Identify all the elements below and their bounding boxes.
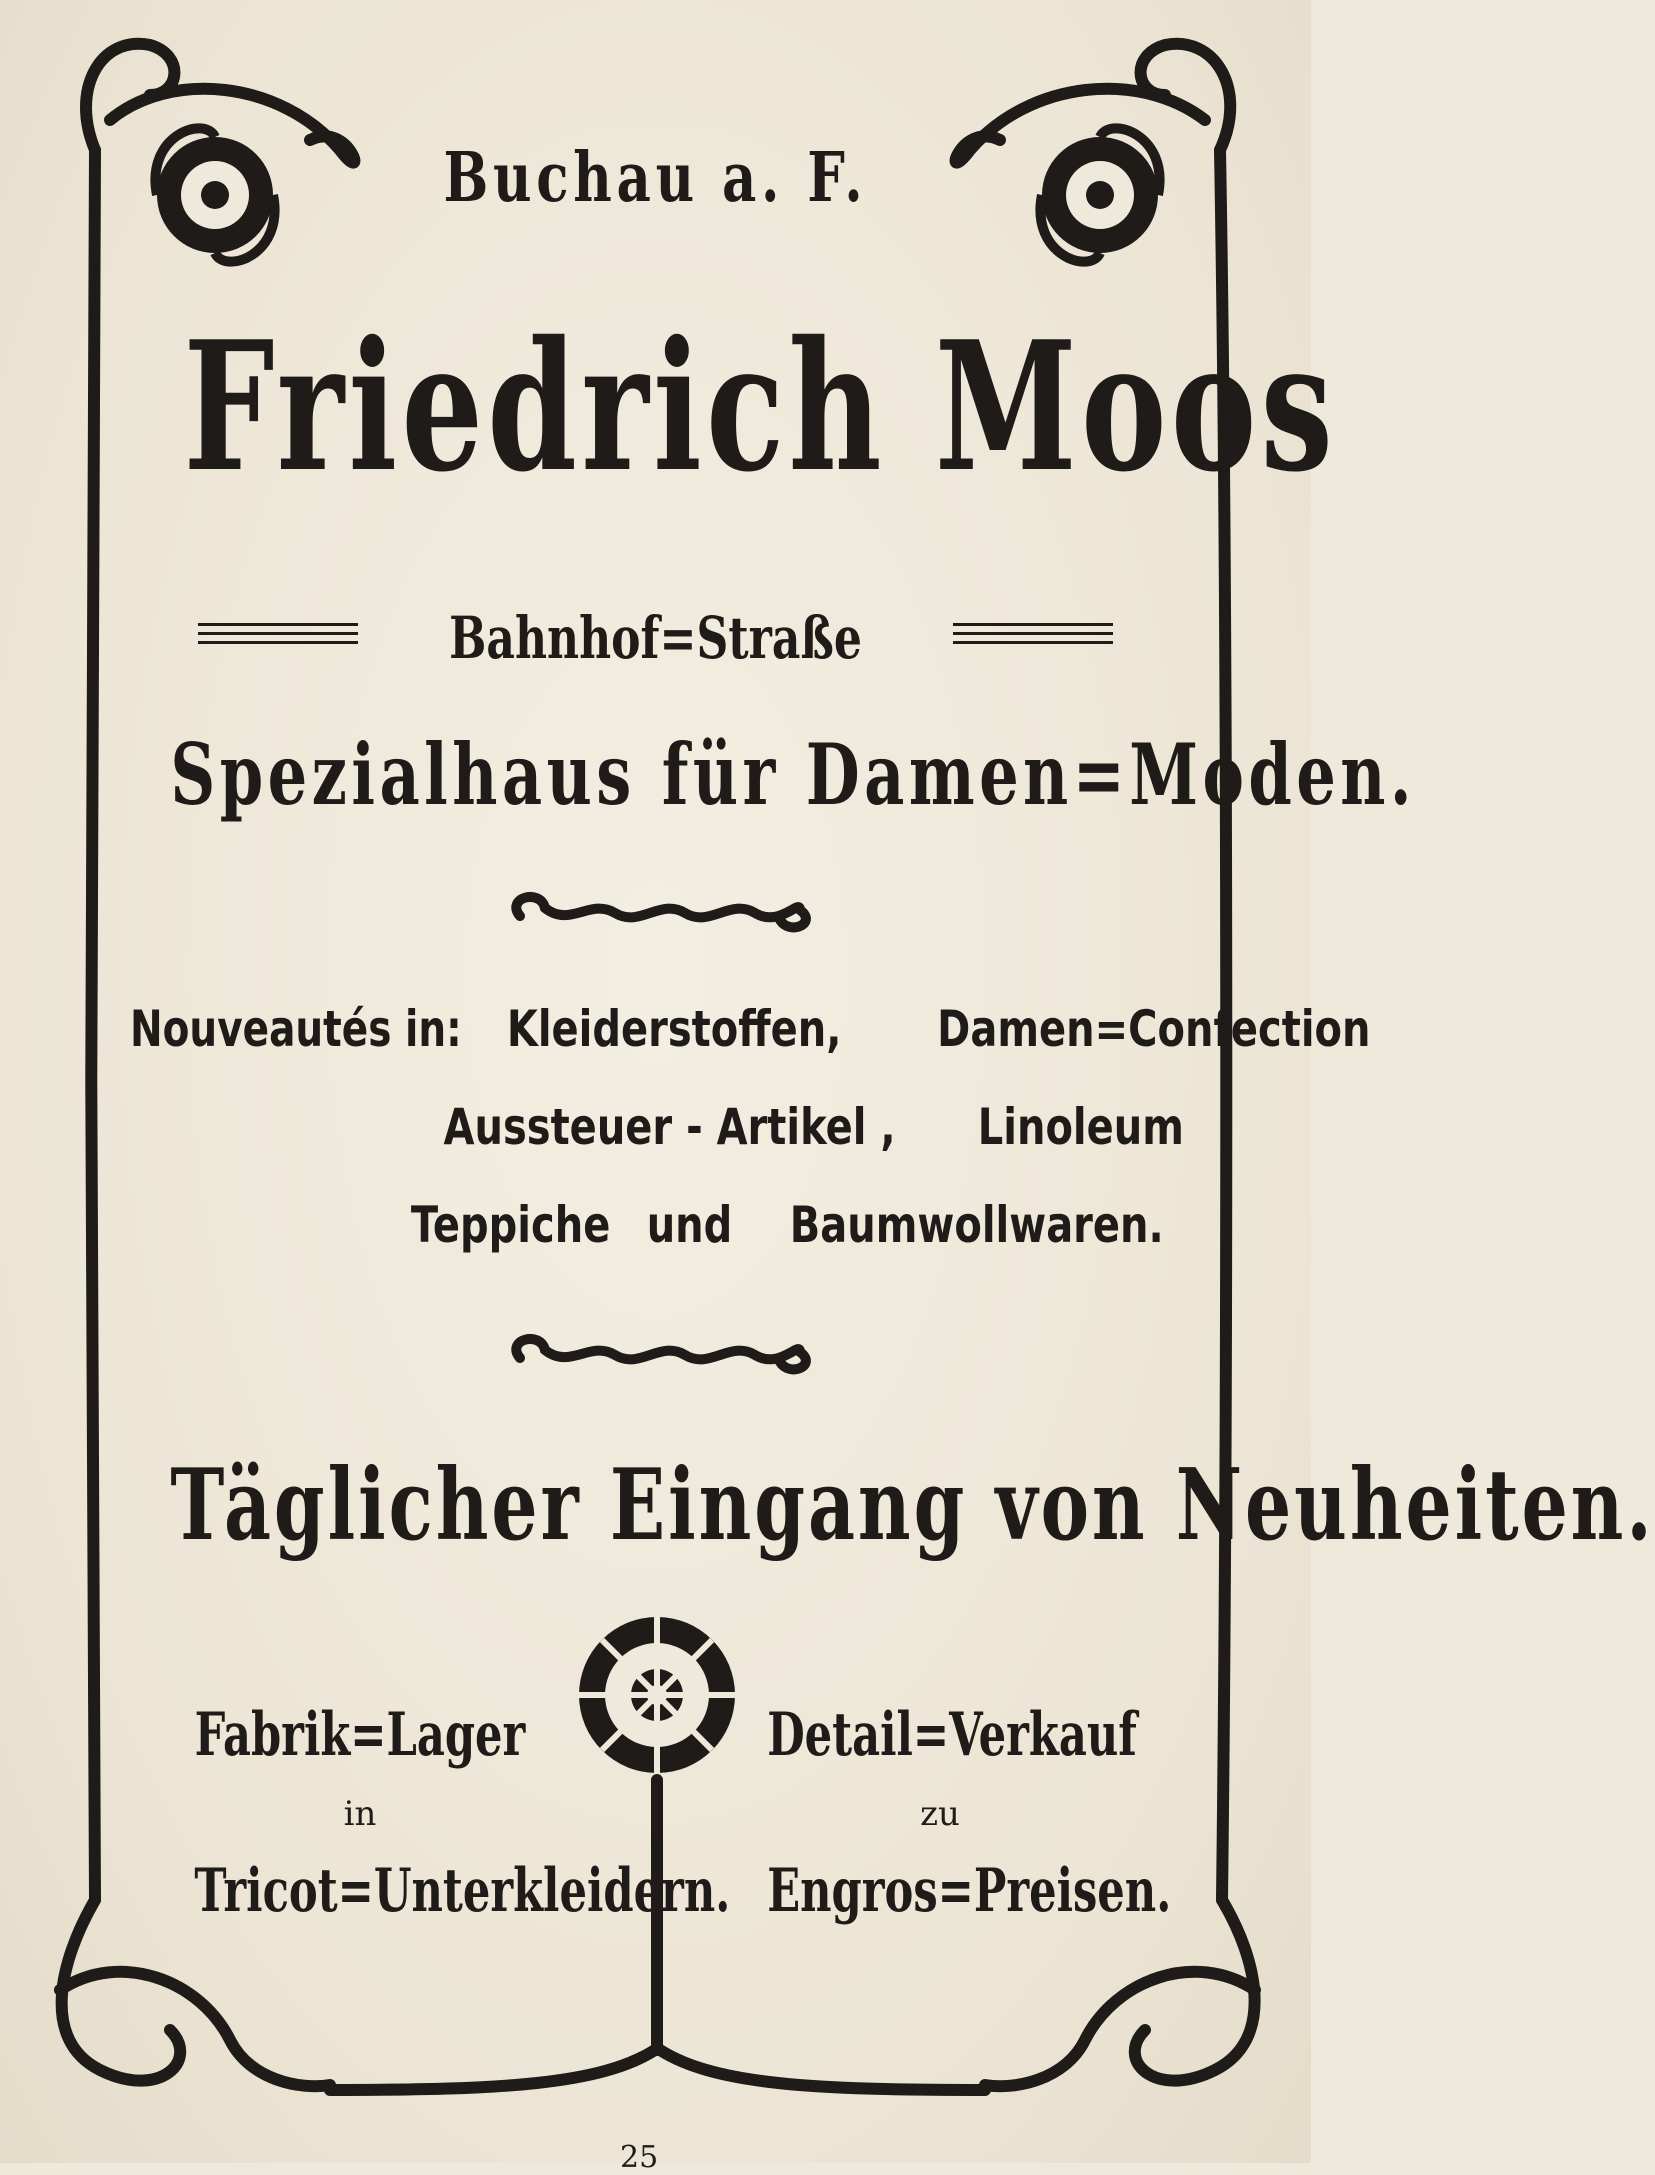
nouveautes-line-1: [465, 1000, 1425, 1058]
page-number: 25: [620, 2140, 659, 2175]
triple-rule-right: [953, 623, 1113, 653]
nouveautes-line-3: [386, 1196, 1210, 1254]
retail-sale-connector: zu: [920, 1794, 960, 1834]
factory-stock-connector: in: [343, 1794, 377, 1834]
street-name: Bahnhof=Straße: [449, 604, 862, 672]
nouveautes-row: [130, 1196, 1210, 1294]
specialty-line: Spezialhaus für Damen=Moden.: [170, 725, 1416, 824]
street-row: [0, 604, 1311, 672]
nouveautes-line-2: [387, 1098, 1210, 1156]
nouveautes-item: Kleiderstoffen,: [506, 1000, 842, 1058]
retail-sale-column: [700, 1700, 1180, 1926]
nouveautes-row: [130, 1098, 1210, 1196]
nouveautes-row: [130, 1000, 1371, 1098]
nouveautes-label: Nouveautés in:: [130, 1000, 462, 1058]
nouveautes-item: Teppiche: [411, 1196, 611, 1254]
retail-sale-title: Detail=Verkauf: [767, 1700, 1137, 1770]
town-name: Buchau a. F.: [443, 138, 868, 218]
factory-stock-goods: Tricot=Unterkleidern.: [194, 1856, 731, 1926]
nouveautes-item: Aussteuer - Artikel ,: [443, 1098, 896, 1156]
wavy-flourish-divider-icon: [500, 1330, 820, 1380]
nouveautes-item: Baumwollwaren.: [789, 1196, 1164, 1254]
daily-arrivals-headline: Täglicher Eingang von Neuheiten.: [170, 1448, 1655, 1563]
nouveautes-item: und: [646, 1196, 732, 1254]
triple-rule-left: [198, 623, 358, 653]
retail-sale-prices: Engros=Preisen.: [767, 1856, 1172, 1926]
nouveautes-item: Linoleum: [978, 1098, 1185, 1156]
nouveautes-item: Damen=Confection: [937, 1000, 1371, 1058]
wavy-flourish-divider-icon: [500, 888, 820, 938]
factory-stock-title: Fabrik=Lager: [194, 1700, 526, 1770]
merchant-name: Friedrich Moos: [183, 302, 1338, 511]
factory-stock-column: [130, 1700, 731, 1926]
nouveautes-block: [130, 1000, 1371, 1294]
